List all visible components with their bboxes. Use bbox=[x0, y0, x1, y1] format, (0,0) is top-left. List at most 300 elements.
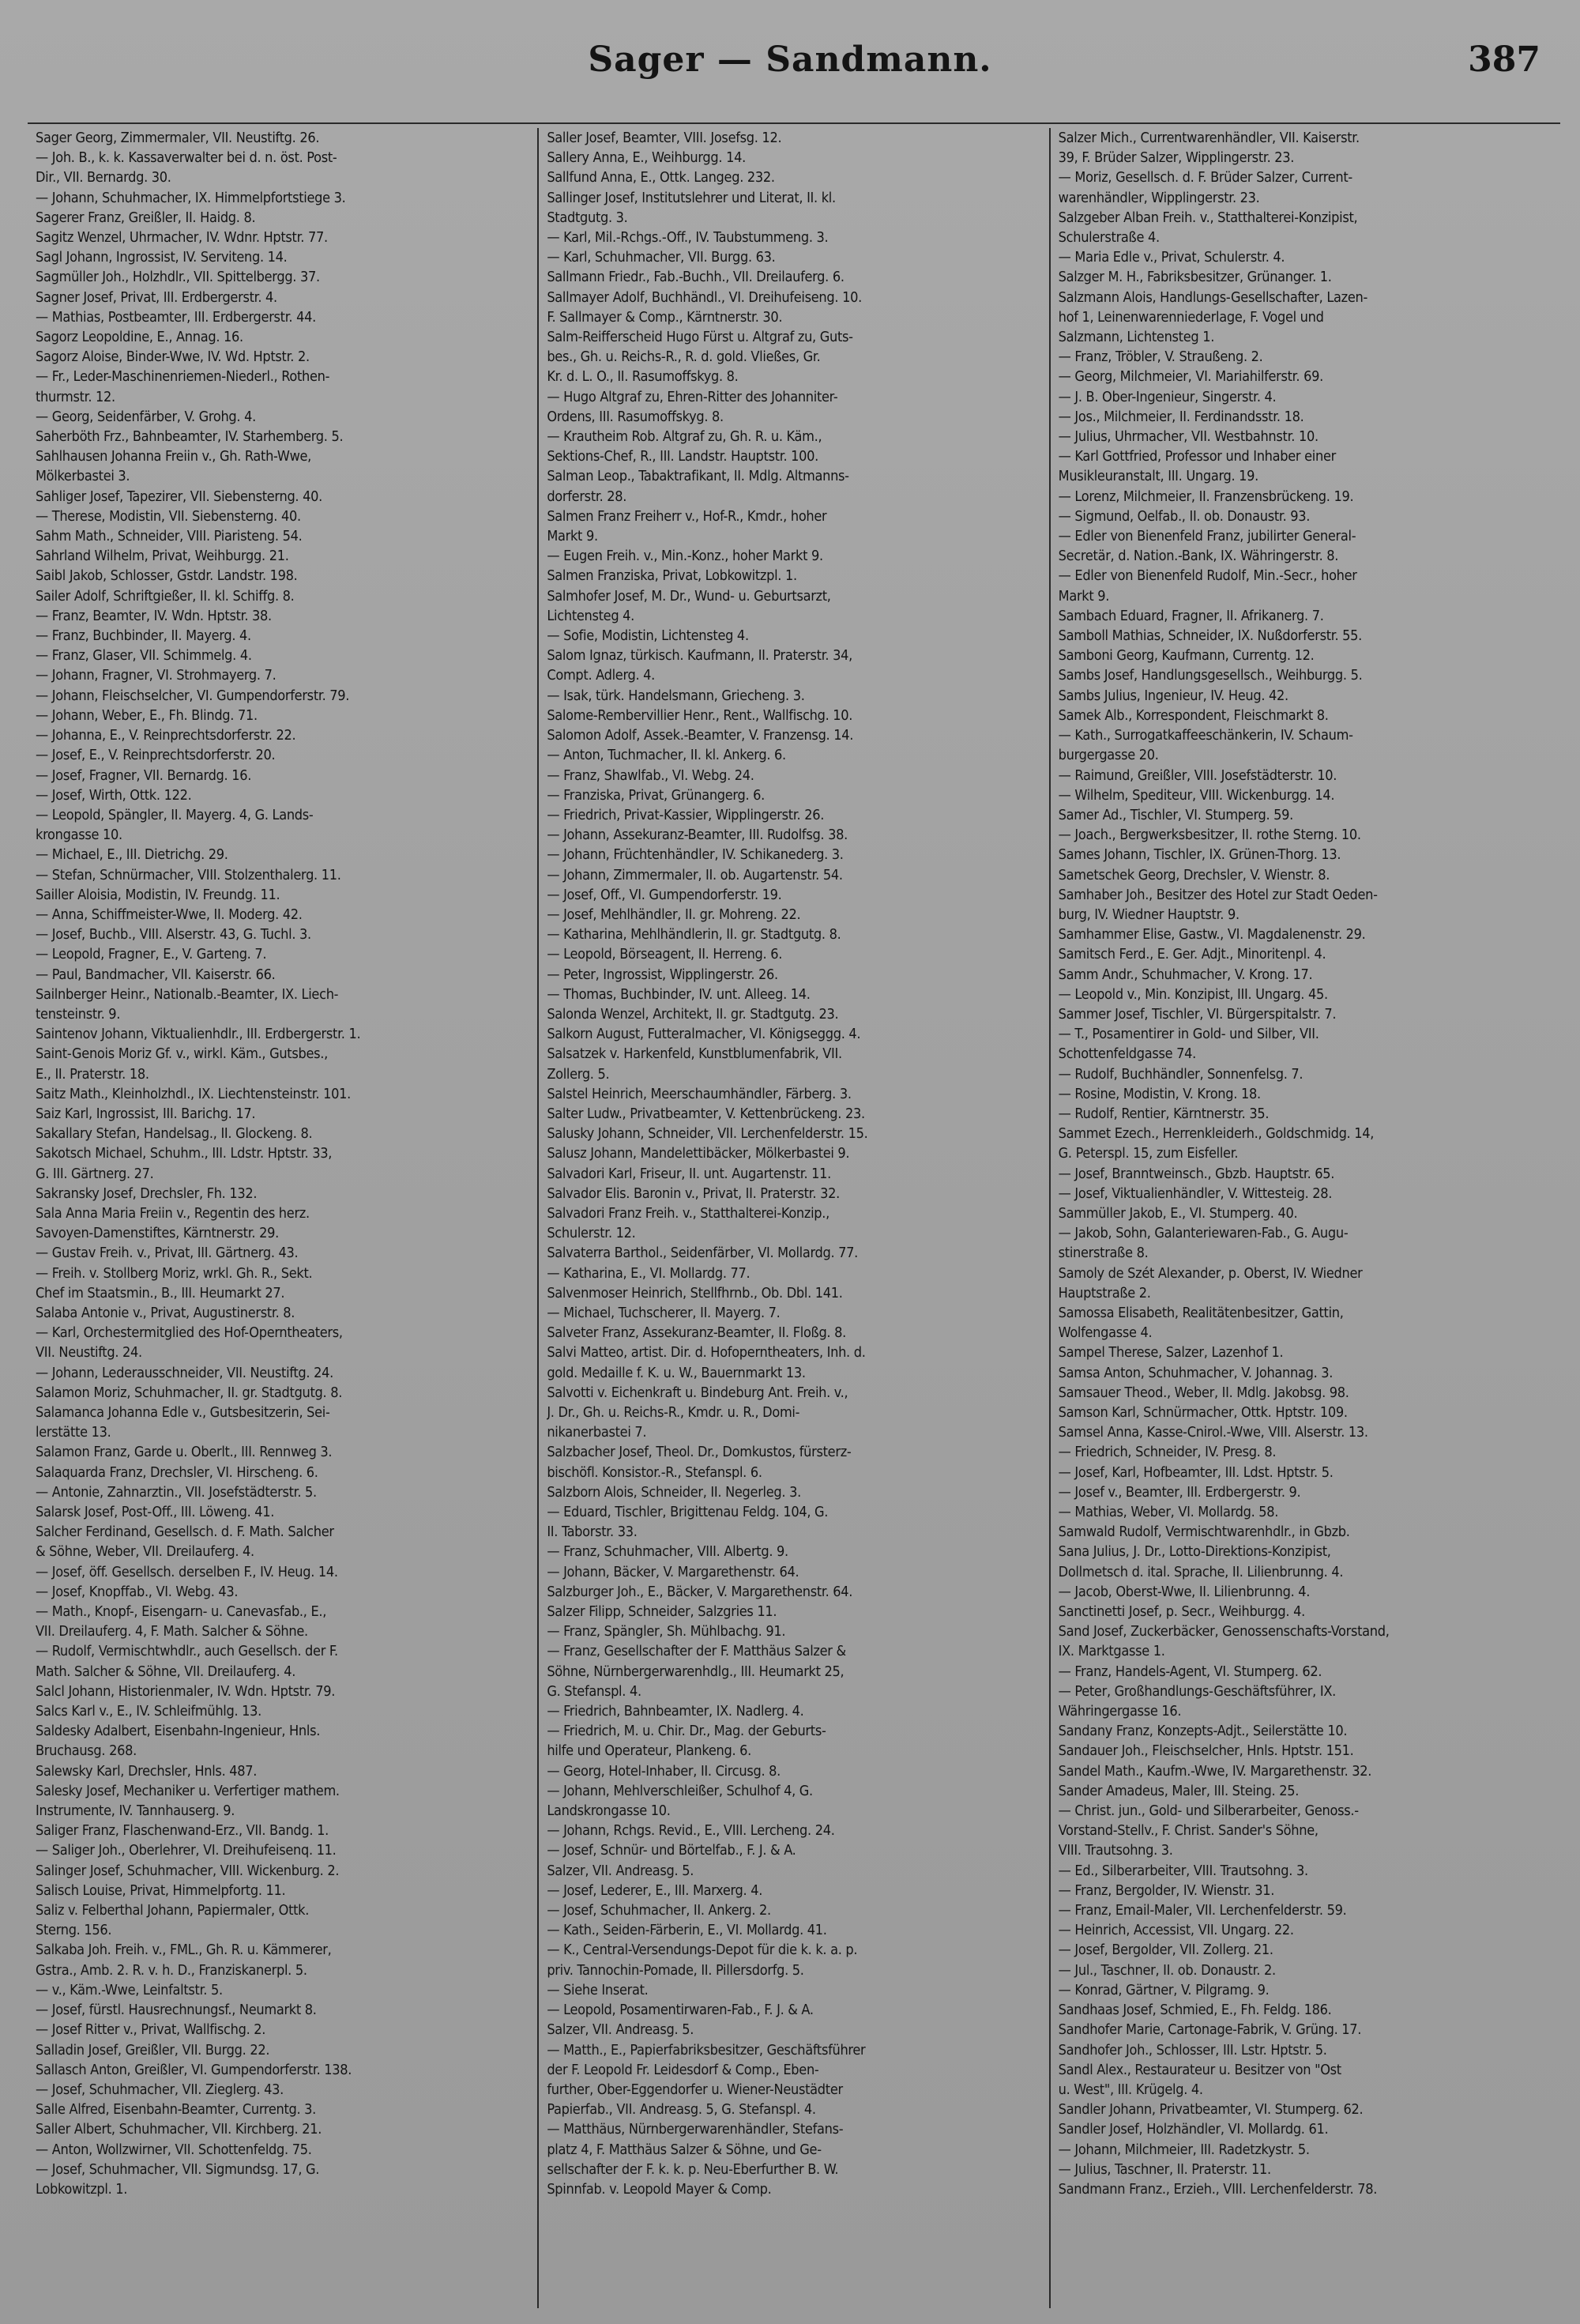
directory-entry: bischöfl. Konsistor.-R., Stefanspl. 6. bbox=[547, 1463, 762, 1481]
directory-entry: Stadtgutg. 3. bbox=[547, 209, 628, 226]
directory-entry: — Franz, Shawlfab., VI. Webg. 24. bbox=[547, 767, 754, 784]
directory-entry: Ordens, III. Rasumoffskyg. 8. bbox=[547, 408, 724, 425]
directory-entry: Lichtensteg 4. bbox=[547, 607, 635, 624]
directory-entry: Sandler Josef, Holzhändler, VI. Mollardg. 61. bbox=[1058, 2121, 1329, 2138]
directory-entry: — Katharina, Mehlhändlerin, II. gr. Stadtgutg. 8. bbox=[547, 926, 841, 944]
directory-entry: — Johann, Früchtenhändler, IV. Schikanederg. 3. bbox=[547, 846, 844, 864]
directory-entry: Saiz Karl, Ingrossist, III. Barichg. 17. bbox=[36, 1105, 256, 1122]
directory-entry: Salmhofer Josef, M. Dr., Wund- u. Geburtsarzt, bbox=[547, 587, 831, 605]
directory-entry: gold. Medaille f. K. u. W., Bauernmarkt 13. bbox=[547, 1364, 806, 1381]
directory-entry: bes., Gh. u. Reichs-R., R. d. gold. Vließes, Gr. bbox=[547, 348, 821, 366]
directory-entry: Sagerer Franz, Greißler, II. Haidg. 8. bbox=[36, 209, 256, 226]
directory-entry: — Kath., Surrogatkaffeeschänkerin, IV. Schaum- bbox=[1058, 727, 1353, 744]
directory-entry: — Raimund, Greißler, VIII. Josefstädterstr. 10. bbox=[1058, 767, 1337, 784]
directory-entry: Salamanca Johanna Edle v., Gutsbesitzerin, Sei- bbox=[36, 1404, 330, 1421]
header-rule bbox=[28, 122, 1560, 124]
directory-entry: — Konrad, Gärtner, V. Pilgramg. 9. bbox=[1058, 1981, 1270, 1998]
directory-entry: Salzer Filipp, Schneider, Salzgries 11. bbox=[547, 1603, 777, 1621]
directory-entry: platz 4, F. Matthäus Salzer & Söhne, und Ge- bbox=[547, 2141, 822, 2158]
directory-entry: — Josef, Karl, Hofbeamter, III. Ldst. Hptstr. 5. bbox=[1058, 1463, 1334, 1481]
directory-entry: Salewsky Karl, Drechsler, Hnls. 487. bbox=[36, 1762, 258, 1780]
directory-entry: Sailer Adolf, Schriftgießer, II. kl. Schiffg. 8. bbox=[36, 587, 295, 605]
directory-entry: J. Dr., Gh. u. Reichs-R., Kmdr. u. R., Domi- bbox=[547, 1404, 800, 1421]
directory-entry: Sana Julius, J. Dr., Lotto-Direktions-Konzipist, bbox=[1058, 1543, 1331, 1561]
directory-entry: Salvadori Franz Freih. v., Statthalterei-Konzip., bbox=[547, 1204, 830, 1222]
directory-entry: II. Taborstr. 33. bbox=[547, 1524, 638, 1541]
directory-entry: Dir., VII. Bernardg. 30. bbox=[36, 169, 171, 186]
directory-entry: Saller Josef, Beamter, VIII. Josefsg. 12. bbox=[547, 130, 782, 146]
directory-entry: Sagmüller Joh., Holzhdlr., VII. Spittelbergg. 37. bbox=[36, 269, 320, 286]
directory-entry: Salaba Antonie v., Privat, Augustinerstr. 8. bbox=[36, 1304, 295, 1321]
directory-entry: Salamon Moriz, Schuhmacher, II. gr. Stadtgutg. 8. bbox=[36, 1384, 343, 1401]
directory-entry: Sagorz Aloise, Binder-Wwe, IV. Wd. Hptstr. 2. bbox=[36, 348, 310, 366]
directory-entry: — Johann, Milchmeier, III. Radetzkystr. 5. bbox=[1058, 2141, 1310, 2158]
directory-entry: Sagitz Wenzel, Uhrmacher, IV. Wdnr. Hptstr. 77. bbox=[36, 229, 328, 247]
directory-entry: Kr. d. L. O., II. Rasumoffskyg. 8. bbox=[547, 368, 739, 386]
directory-entry: Sandhaas Josef, Schmied, E., Fh. Feldg. 186. bbox=[1058, 2002, 1332, 2019]
directory-entry: — Josef, Knopffab., VI. Webg. 43. bbox=[36, 1583, 239, 1600]
directory-entry: — Karl Gottfried, Professor und Inhaber einer bbox=[1058, 448, 1336, 465]
directory-entry: — Johann, Fleischselcher, VI. Gumpendorferstr. 79. bbox=[36, 687, 350, 704]
column-right bbox=[1051, 128, 1560, 2308]
directory-entry: Salaquarda Franz, Drechsler, VI. Hirscheng. 6. bbox=[36, 1463, 318, 1481]
directory-entry: — Krautheim Rob. Altgraf zu, Gh. R. u. Käm., bbox=[547, 428, 822, 446]
directory-entry: — Wilhelm, Spediteur, VIII. Wickenburgg. 14. bbox=[1058, 786, 1335, 804]
directory-entry: Salisch Louise, Privat, Himmelpfortg. 11. bbox=[36, 1881, 286, 1899]
directory-entry: — Sofie, Modistin, Lichtensteg 4. bbox=[547, 627, 749, 645]
directory-entry: Sambach Eduard, Fragner, II. Afrikanerg. 7. bbox=[1058, 607, 1324, 624]
directory-entry: Salvi Matteo, artist. Dir. d. Hofoperntheaters, Inh. d. bbox=[547, 1344, 866, 1362]
directory-entry: Saherböth Frz., Bahnbeamter, IV. Starhemberg. 5. bbox=[36, 428, 344, 446]
directory-entry: E., II. Praterstr. 18. bbox=[36, 1065, 149, 1083]
directory-entry: Salcher Ferdinand, Gesellsch. d. F. Math. Salcher bbox=[36, 1524, 334, 1541]
directory-entry: Sames Johann, Tischler, IX. Grünen-Thorg. 13. bbox=[1058, 846, 1341, 864]
directory-entry: krongasse 10. bbox=[36, 827, 122, 844]
column-left bbox=[28, 128, 539, 2308]
directory-entry: — Josef, Schuhmacher, II. Ankerg. 2. bbox=[547, 1902, 771, 1919]
page-header bbox=[32, 40, 1548, 95]
directory-entry: burgergasse 20. bbox=[1058, 747, 1159, 764]
directory-entry: Salman Leop., Tabaktrafikant, II. Mdlg. Altmanns- bbox=[547, 468, 849, 485]
directory-entry: Bruchausg. 268. bbox=[36, 1742, 137, 1760]
directory-entry: Landskrongasse 10. bbox=[547, 1802, 671, 1820]
directory-entry: — Freih. v. Stollberg Moriz, wrkl. Gh. R., Sekt. bbox=[36, 1264, 313, 1282]
directory-entry: — Leopold, Börseagent, II. Herreng. 6. bbox=[547, 946, 783, 963]
directory-entry: VIII. Trautsohng. 3. bbox=[1058, 1842, 1173, 1859]
directory-entry: — Leopold, Posamentirwaren-Fab., F. J. & A. bbox=[547, 2002, 814, 2019]
directory-entry: Sallmann Friedr., Fab.-Buchh., VII. Dreilauferg. 6. bbox=[547, 269, 845, 286]
directory-entry: Salsatzek v. Harkenfeld, Kunstblumenfabrik, VII. bbox=[547, 1045, 842, 1063]
directory-entry: — Rudolf, Vermischtwhdlr., auch Gesellsch. der F. bbox=[36, 1643, 338, 1660]
directory-entry: — Josef, fürstl. Hausrechnungsf., Neumarkt 8. bbox=[36, 2002, 317, 2019]
directory-entry: Sammet Ezech., Herrenkleiderh., Goldschmidg. 14, bbox=[1058, 1125, 1375, 1143]
directory-entry: hof 1, Leinenwarenniederlage, F. Vogel und bbox=[1058, 308, 1324, 326]
directory-entry: — Franz, Handels-Agent, VI. Stumperg. 62. bbox=[1058, 1663, 1322, 1680]
directory-entry: — Karl, Schuhmacher, VII. Burgg. 63. bbox=[547, 249, 776, 266]
directory-entry: — Friedrich, Privat-Kassier, Wipplingerstr. 26. bbox=[547, 806, 825, 823]
directory-entry: — Leopold, Fragner, E., V. Garteng. 7. bbox=[36, 946, 267, 963]
directory-entry: — K., Central-Versendungs-Depot für die k. k. a. p. bbox=[547, 1942, 858, 1959]
directory-entry: Sandl Alex., Restaurateur u. Besitzer von "Ost bbox=[1058, 2061, 1341, 2078]
directory-entry: Schulerstr. 12. bbox=[547, 1225, 636, 1242]
directory-entry: — Sigmund, Oelfab., II. ob. Donaustr. 93. bbox=[1058, 507, 1311, 525]
directory-entry: Sahm Math., Schneider, VIII. Piaristeng. 54. bbox=[36, 528, 303, 545]
directory-entry: Vorstand-Stellv., F. Christ. Sander's Söhne, bbox=[1058, 1822, 1319, 1840]
directory-entry: — Josef, E., V. Reinprechtsdorferstr. 20. bbox=[36, 747, 276, 764]
directory-entry: Salladin Josef, Greißler, VII. Burgg. 22. bbox=[36, 2041, 270, 2058]
directory-entry: — Josef, öff. Gesellsch. derselben F., IV. Heug. 14. bbox=[36, 1563, 338, 1580]
directory-entry: Salzmann, Lichtensteg 1. bbox=[1058, 329, 1215, 346]
directory-entry: — Michael, Tuchscherer, II. Mayerg. 7. bbox=[547, 1304, 781, 1321]
directory-entry: — Rosine, Modistin, V. Krong. 18. bbox=[1058, 1085, 1261, 1102]
directory-entry: Salome-Rembervillier Henr., Rent., Wallfischg. 10. bbox=[547, 706, 853, 724]
directory-entry: Samson Karl, Schnürmacher, Ottk. Hptstr. 109. bbox=[1058, 1404, 1348, 1421]
directory-entry: — Therese, Modistin, VII. Siebensterng. 40. bbox=[36, 507, 301, 525]
directory-entry: — Rudolf, Rentier, Kärntnerstr. 35. bbox=[1058, 1105, 1270, 1122]
directory-entry: G. Peterspl. 15, zum Eisfeller. bbox=[1058, 1145, 1239, 1162]
directory-entry: — Franz, Email-Maler, VII. Lerchenfelderstr. 59. bbox=[1058, 1902, 1347, 1919]
directory-entry: der F. Leopold Fr. Leidesdorf & Comp., Eben- bbox=[547, 2061, 819, 2078]
directory-entry: Papierfab., VII. Andreasg. 5, G. Stefanspl. 4. bbox=[547, 2101, 816, 2119]
directory-entry: stinerstraße 8. bbox=[1058, 1245, 1149, 1262]
directory-entry: Salter Ludw., Privatbeamter, V. Kettenbrückeng. 23. bbox=[547, 1105, 865, 1122]
directory-entry: — Math., Knopf-, Eisengarn- u. Canevasfab., E., bbox=[36, 1603, 327, 1621]
directory-entry: — Friedrich, Schneider, IV. Presg. 8. bbox=[1058, 1444, 1277, 1461]
directory-entry: burg, IV. Wiedner Hauptstr. 9. bbox=[1058, 906, 1240, 923]
directory-entry: Salzger M. H., Fabriksbesitzer, Grünanger. 1. bbox=[1058, 269, 1332, 286]
directory-entry: Samm Andr., Schuhmacher, V. Krong. 17. bbox=[1058, 966, 1313, 983]
directory-entry: G. Stefanspl. 4. bbox=[547, 1682, 641, 1700]
directory-entry: Samhammer Elise, Gastw., VI. Magdalenenstr. 29. bbox=[1058, 926, 1366, 944]
directory-entry: VII. Neustiftg. 24. bbox=[36, 1344, 142, 1362]
directory-entry: Sakallary Stefan, Handelsag., II. Glockeng. 8. bbox=[36, 1125, 313, 1143]
directory-entry: Sektions-Chef, R., III. Landstr. Hauptstr. 100. bbox=[547, 448, 818, 465]
directory-entry: Sandel Math., Kaufm.-Wwe, IV. Margarethenstr. 32. bbox=[1058, 1762, 1372, 1780]
directory-entry: priv. Tannochin-Pomade, II. Pillersdorfg. 5. bbox=[547, 1961, 804, 1979]
directory-entry: Saibl Jakob, Schlosser, Gstdr. Landstr. 198. bbox=[36, 567, 298, 585]
directory-entry: — Antonie, Zahnarztin., VII. Josefstädterstr. 5. bbox=[36, 1483, 317, 1501]
directory-entry: Dollmetsch d. ital. Sprache, II. Lilienbrunng. 4. bbox=[1058, 1563, 1344, 1580]
directory-entry: — Franz, Buchbinder, II. Mayerg. 4. bbox=[36, 627, 251, 645]
directory-entry: Sallmayer Adolf, Buchhändl., VI. Dreihufeiseng. 10. bbox=[547, 288, 862, 306]
directory-entry: Markt 9. bbox=[1058, 587, 1110, 605]
directory-entry: Lobkowitzpl. 1. bbox=[36, 2180, 128, 2198]
directory-entry: Samboll Mathias, Schneider, IX. Nußdorferstr. 55. bbox=[1058, 627, 1362, 645]
directory-entry: — Gustav Freih. v., Privat, III. Gärtnerg. 43. bbox=[36, 1245, 299, 1262]
directory-entry: Salzer Mich., Currentwarenhändler, VII. Kaiserstr. bbox=[1058, 130, 1360, 146]
directory-entry: Gstra., Amb. 2. R. v. h. D., Franziskanerpl. 5. bbox=[36, 1961, 307, 1979]
directory-entry: Salomon Adolf, Assek.-Beamter, V. Franzensg. 14. bbox=[547, 727, 854, 744]
directory-entry: — Josef, Viktualienhändler, V. Wittesteig. 28. bbox=[1058, 1185, 1333, 1202]
directory-entry: — Peter, Großhandlungs-Geschäftsführer, IX. bbox=[1058, 1682, 1336, 1700]
directory-entry: Währingergasse 16. bbox=[1058, 1703, 1182, 1720]
directory-entry: VII. Dreilauferg. 4, F. Math. Salcher & Söhne. bbox=[36, 1623, 308, 1640]
directory-entry: Math. Salcher & Söhne, VII. Dreilauferg. 4. bbox=[36, 1663, 296, 1680]
directory-entry: — Eduard, Tischler, Brigittenau Feldg. 104, G. bbox=[547, 1504, 829, 1521]
directory-entry: — Anton, Wollzwirner, VII. Schottenfeldg. 75. bbox=[36, 2141, 312, 2158]
directory-entry: Saliger Franz, Flaschenwand-Erz., VII. Bandg. 1. bbox=[36, 1822, 329, 1840]
directory-entry: Sandauer Joh., Fleischselcher, Hnls. Hptstr. 151. bbox=[1058, 1742, 1354, 1760]
directory-entry: Salkorn August, Futteralmacher, VI. Königseggg. 4. bbox=[547, 1026, 861, 1043]
directory-entry: Sagner Josef, Privat, III. Erdbergerstr. 4. bbox=[36, 288, 277, 306]
directory-entry: Sahrland Wilhelm, Privat, Weihburgg. 21. bbox=[36, 548, 289, 565]
directory-entry: — Ed., Silberarbeiter, VIII. Trautsohng. 3. bbox=[1058, 1862, 1308, 1879]
directory-entry: — Georg, Seidenfärber, V. Grohg. 4. bbox=[36, 408, 256, 425]
directory-entry: Samoly de Szét Alexander, p. Oberst, IV. Wiedner bbox=[1058, 1264, 1363, 1282]
page-number: 387 bbox=[1468, 40, 1540, 80]
directory-entry: Wolfengasse 4. bbox=[1058, 1324, 1153, 1342]
directory-entry: Sallinger Josef, Institutslehrer und Literat, II. kl. bbox=[547, 189, 836, 206]
directory-entry: — Edler von Bienenfeld Rudolf, Min.-Secr., hoher bbox=[1058, 567, 1357, 585]
directory-entry: Salvador Elis. Baronin v., Privat, II. Praterstr. 32. bbox=[547, 1185, 840, 1202]
directory-entry: — Jos., Milchmeier, II. Ferdinandsstr. 18. bbox=[1058, 408, 1304, 425]
directory-entry: — Stefan, Schnürmacher, VIII. Stolzenthalerg. 11. bbox=[36, 866, 341, 883]
directory-entry: Sallery Anna, E., Weihburgg. 14. bbox=[547, 149, 746, 167]
directory-entry: — Josef, Schuhmacher, VII. Zieglerg. 43. bbox=[36, 2081, 284, 2098]
directory-entry: — Karl, Orchestermitglied des Hof-Operntheaters, bbox=[36, 1324, 343, 1342]
directory-entry: — Thomas, Buchbinder, IV. unt. Alleeg. 14. bbox=[547, 985, 811, 1003]
directory-entry: Salzburger Joh., E., Bäcker, V. Margarethenstr. 64. bbox=[547, 1583, 853, 1600]
directory-entry: Salzgeber Alban Freih. v., Statthalterei-Konzipist, bbox=[1058, 209, 1358, 226]
directory-entry: Sallfund Anna, E., Ottk. Langeg. 232. bbox=[547, 169, 775, 186]
directory-entry: — Johann, Bäcker, V. Margarethenstr. 64. bbox=[547, 1563, 799, 1580]
directory-entry: Sambs Julius, Ingenieur, IV. Heug. 42. bbox=[1058, 687, 1288, 704]
directory-entry: — Matth., E., Papierfabriksbesitzer, Geschäftsführer bbox=[547, 2041, 866, 2058]
directory-entry: Sahliger Josef, Tapezirer, VII. Siebensterng. 40. bbox=[36, 488, 322, 505]
directory-entry: Sailler Aloisia, Modistin, IV. Freundg. 11. bbox=[36, 886, 280, 903]
directory-entry: Sterng. 156. bbox=[36, 1922, 112, 1939]
directory-entry: — Franz, Bergolder, IV. Wienstr. 31. bbox=[1058, 1881, 1275, 1899]
directory-entry: — Johann, Zimmermaler, II. ob. Augartenstr. 54. bbox=[547, 866, 843, 883]
directory-entry: Salstel Heinrich, Meerschaumhändler, Färberg. 3. bbox=[547, 1085, 852, 1102]
directory-entry: — Franz, Tröbler, V. Straußeng. 2. bbox=[1058, 348, 1263, 366]
directory-entry: Salvenmoser Heinrich, Stellfhrnb., Ob. Dbl. 141. bbox=[547, 1284, 843, 1301]
directory-entry: — Paul, Bandmacher, VII. Kaiserstr. 66. bbox=[36, 966, 276, 983]
directory-entry: Salom Ignaz, türkisch. Kaufmann, II. Praterstr. 34, bbox=[547, 647, 852, 665]
directory-entry: — Johann, Weber, E., Fh. Blindg. 71. bbox=[36, 706, 258, 724]
directory-entry: — T., Posamentirer in Gold- und Silber, VII. bbox=[1058, 1026, 1319, 1043]
directory-entry: — Heinrich, Accessist, VII. Ungarg. 22. bbox=[1058, 1922, 1294, 1939]
directory-entry: Salvadori Karl, Friseur, II. unt. Augartenstr. 11. bbox=[547, 1165, 832, 1182]
directory-entry: — Kath., Seiden-Färberin, E., VI. Mollardg. 41. bbox=[547, 1922, 827, 1939]
directory-entry: Salarsk Josef, Post-Off., III. Löweng. 41. bbox=[36, 1504, 275, 1521]
directory-entry: Salesky Josef, Mechaniker u. Verfertiger mathem. bbox=[36, 1782, 340, 1799]
directory-entry: — Josef Ritter v., Privat, Wallfischg. 2. bbox=[36, 2021, 266, 2039]
directory-entry: — Josef v., Beamter, III. Erdbergerstr. 9. bbox=[1058, 1483, 1301, 1501]
directory-entry: — Johann, Fragner, VI. Strohmayerg. 7. bbox=[36, 667, 276, 684]
directory-entry: — Franziska, Privat, Grünangerg. 6. bbox=[547, 786, 765, 804]
directory-entry: F. Sallmayer & Comp., Kärntnerstr. 30. bbox=[547, 308, 783, 326]
directory-entry: — Julius, Uhrmacher, VII. Westbahnstr. 10. bbox=[1058, 428, 1319, 446]
directory-entry: Sammüller Jakob, E., VI. Stumperg. 40. bbox=[1058, 1204, 1298, 1222]
directory-entry: — Katharina, E., VI. Mollardg. 77. bbox=[547, 1264, 750, 1282]
directory-entry: hilfe und Operateur, Plankeng. 6. bbox=[547, 1742, 751, 1760]
directory-entry: Sakotsch Michael, Schuhm., III. Ldstr. Hptstr. 33, bbox=[36, 1145, 333, 1162]
directory-entry: Sanctinetti Josef, p. Secr., Weihburgg. 4. bbox=[1058, 1603, 1305, 1621]
directory-entry: Samboni Georg, Kaufmann, Currentg. 12. bbox=[1058, 647, 1315, 665]
directory-entry: Salmen Franz Freiherr v., Hof-R., Kmdr., hoher bbox=[547, 507, 827, 525]
directory-entry: thurmstr. 12. bbox=[36, 388, 115, 405]
directory-entry: Salzer, VII. Andreasg. 5. bbox=[547, 1862, 694, 1879]
directory-entry: — Edler von Bienenfeld Franz, jubilirter General- bbox=[1058, 528, 1356, 545]
directory-entry: nikanerbastei 7. bbox=[547, 1424, 647, 1441]
directory-entry: — Georg, Milchmeier, VI. Mariahilferstr. 69. bbox=[1058, 368, 1323, 386]
directory-entry: — Josef, Wirth, Ottk. 122. bbox=[36, 786, 192, 804]
directory-entry: further, Ober-Eggendorfer u. Wiener-Neustädter bbox=[547, 2081, 843, 2098]
directory-entry: Sagl Johann, Ingrossist, IV. Serviteng. 14. bbox=[36, 249, 288, 266]
directory-entry: Saitz Math., Kleinholzhdl., IX. Liechtensteinstr. 101. bbox=[36, 1085, 351, 1102]
directory-entry: — Isak, türk. Handelsmann, Griecheng. 3. bbox=[547, 687, 805, 704]
directory-entry: — Franz, Glaser, VII. Schimmelg. 4. bbox=[36, 647, 252, 665]
directory-entry: Salkaba Joh. Freih. v., FML., Gh. R. u. Kämmerer, bbox=[36, 1942, 332, 1959]
directory-entry: Schulerstraße 4. bbox=[1058, 229, 1160, 247]
directory-entry: Salzbacher Josef, Theol. Dr., Domkustos, fürsterz- bbox=[547, 1444, 852, 1461]
directory-entry: Sander Amadeus, Maler, III. Steing. 25. bbox=[1058, 1782, 1300, 1799]
directory-entry: Salm-Reifferscheid Hugo Fürst u. Altgraf zu, Guts- bbox=[547, 329, 853, 346]
directory-entry: Sandler Johann, Privatbeamter, VI. Stumperg. 62. bbox=[1058, 2101, 1364, 2119]
directory-entry: Samsa Anton, Schuhmacher, V. Johannag. 3. bbox=[1058, 1364, 1334, 1381]
directory-entry: — Georg, Hotel-Inhaber, II. Circusg. 8. bbox=[547, 1762, 781, 1780]
directory-entry: — v., Käm.-Wwe, Leinfaltstr. 5. bbox=[36, 1981, 223, 1998]
directory-entry: Samek Alb., Korrespondent, Fleischmarkt 8. bbox=[1058, 706, 1329, 724]
directory-entry: Salzborn Alois, Schneider, II. Negerleg. 3. bbox=[547, 1483, 801, 1501]
directory-entry: & Söhne, Weber, VII. Dreilauferg. 4. bbox=[36, 1543, 254, 1561]
directory-entry: — Eugen Freih. v., Min.-Konz., hoher Markt 9. bbox=[547, 548, 823, 565]
directory-entry: Salmen Franziska, Privat, Lobkowitzpl. 1. bbox=[547, 567, 797, 585]
directory-entry: — Anton, Tuchmacher, II. kl. Ankerg. 6. bbox=[547, 747, 786, 764]
directory-entry: Sandany Franz, Konzepts-Adjt., Seilerstätte 10. bbox=[1058, 1723, 1348, 1740]
directory-entry: — Jacob, Oberst-Wwe, II. Lilienbrunng. 4. bbox=[1058, 1583, 1311, 1600]
directory-entry: Salcs Karl v., E., IV. Schleifmühlg. 13. bbox=[36, 1703, 262, 1720]
directory-entry: — Johanna, E., V. Reinprechtsdorferstr. 22. bbox=[36, 727, 296, 744]
directory-entry: — Matthäus, Nürnbergerwarenhändler, Stefans- bbox=[547, 2121, 844, 2138]
directory-entry: Samsel Anna, Kasse-Cnirol.-Wwe, VIII. Alserstr. 13. bbox=[1058, 1424, 1368, 1441]
directory-entry: Sager Georg, Zimmermaler, VII. Neustiftg. 26. bbox=[36, 130, 320, 146]
directory-entry: Samer Ad., Tischler, VI. Stumperg. 59. bbox=[1058, 806, 1294, 823]
directory-entry: Sailnberger Heinr., Nationalb.-Beamter, IX. Liech- bbox=[36, 985, 339, 1003]
directory-entry: Sahlhausen Johanna Freiin v., Gh. Rath-Wwe, bbox=[36, 448, 312, 465]
directory-entry: — Johann, Mehlverschleißer, Schulhof 4, G. bbox=[547, 1782, 813, 1799]
directory-entry: — Joh. B., k. k. Kassaverwalter bei d. n. öst. Post- bbox=[36, 149, 337, 167]
directory-entry: Samhaber Joh., Besitzer des Hotel zur Stadt Oeden- bbox=[1058, 886, 1378, 903]
directory-entry: — Christ. jun., Gold- und Silberarbeiter, Genoss.- bbox=[1058, 1802, 1359, 1820]
directory-entry: Secretär, d. Nation.-Bank, IX. Währingerstr. 8. bbox=[1058, 548, 1339, 565]
directory-entry: — J. B. Ober-Ingenieur, Singerstr. 4. bbox=[1058, 388, 1277, 405]
directory-entry: lerstätte 13. bbox=[36, 1424, 111, 1441]
directory-entry: Salzmann Alois, Handlungs-Gesellschafter, Lazen- bbox=[1058, 288, 1368, 306]
directory-entry: Salvaterra Barthol., Seidenfärber, VI. Mollardg. 77. bbox=[547, 1245, 859, 1262]
directory-entry: — Saliger Joh., Oberlehrer, VI. Dreihufeisenq. 11. bbox=[36, 1842, 337, 1859]
directory-entry: Savoyen-Damenstiftes, Kärntnerstr. 29. bbox=[36, 1225, 279, 1242]
directory-entry: Samwald Rudolf, Vermischtwarenhdlr., in Gbzb. bbox=[1058, 1524, 1350, 1541]
directory-entry: — Leopold v., Min. Konzipist, III. Ungarg. 45. bbox=[1058, 985, 1328, 1003]
directory-entry: Salinger Josef, Schuhmacher, VIII. Wickenburg. 2. bbox=[36, 1862, 340, 1879]
directory-entry: — Rudolf, Buchhändler, Sonnenfelsg. 7. bbox=[1058, 1065, 1304, 1083]
directory-entry: Zollerg. 5. bbox=[547, 1065, 610, 1083]
directory-entry: Salcl Johann, Historienmaler, IV. Wdn. Hptstr. 79. bbox=[36, 1682, 336, 1700]
directory-entry: IX. Marktgasse 1. bbox=[1058, 1643, 1165, 1660]
directory-entry: — Johann, Schuhmacher, IX. Himmelpfortstiege 3. bbox=[36, 189, 346, 206]
directory-entry: Sand Josef, Zuckerbäcker, Genossenschafts-Vorstand, bbox=[1058, 1623, 1390, 1640]
directory-entry: tensteinstr. 9. bbox=[36, 1005, 121, 1023]
directory-entry: Saintenov Johann, Viktualienhdlr., III. Erdbergerstr. 1. bbox=[36, 1026, 361, 1043]
directory-entry: Samossa Elisabeth, Realitätenbesitzer, Gattin, bbox=[1058, 1304, 1344, 1321]
directory-entry: Salvotti v. Eichenkraft u. Bindeburg Ant. Freih. v., bbox=[547, 1384, 848, 1401]
directory-entry: Compt. Adlerg. 4. bbox=[547, 667, 655, 684]
directory-entry: — Josef, Branntweinsch., Gbzb. Hauptstr. 65. bbox=[1058, 1165, 1335, 1182]
directory-entry: Samitsch Ferd., E. Ger. Adjt., Minoritenpl. 4. bbox=[1058, 946, 1326, 963]
directory-entry: Sammer Josef, Tischler, VI. Bürgerspitalstr. 7. bbox=[1058, 1005, 1337, 1023]
directory-entry: Schottenfeldgasse 74. bbox=[1058, 1045, 1197, 1063]
directory-entry: — Joach., Bergwerksbesitzer, II. rothe Sterng. 10. bbox=[1058, 827, 1361, 844]
directory-entry: warenhändler, Wipplingerstr. 23. bbox=[1058, 189, 1260, 206]
directory-entry: Sala Anna Maria Freiin v., Regentin des herz. bbox=[36, 1204, 310, 1222]
directory-entry: — Maria Edle v., Privat, Schulerstr. 4. bbox=[1058, 249, 1285, 266]
directory-entry: Mölkerbastei 3. bbox=[36, 468, 130, 485]
directory-entry: — Josef, Schnür- und Börtelfab., F. J. & A. bbox=[547, 1842, 796, 1859]
directory-entry: — Julius, Taschner, II. Praterstr. 11. bbox=[1058, 2160, 1271, 2178]
directory-entry: — Lorenz, Milchmeier, II. Franzensbrückeng. 19. bbox=[1058, 488, 1354, 505]
directory-entry: — Franz, Schuhmacher, VIII. Albertg. 9. bbox=[547, 1543, 788, 1561]
directory-entry: Chef im Staatsmin., B., III. Heumarkt 27. bbox=[36, 1284, 285, 1301]
directory-entry: — Michael, E., III. Dietrichg. 29. bbox=[36, 846, 228, 864]
directory-entry: — Peter, Ingrossist, Wipplingerstr. 26. bbox=[547, 966, 778, 983]
directory-entry: Spinnfab. v. Leopold Mayer & Comp. bbox=[547, 2180, 772, 2198]
directory-entry: — Fr., Leder-Maschinenriemen-Niederl., Rothen- bbox=[36, 368, 330, 386]
directory-entry: Saller Albert, Schuhmacher, VII. Kirchberg. 21. bbox=[36, 2121, 322, 2138]
directory-entry: — Josef, Buchb., VIII. Alserstr. 43, G. Tuchl. 3. bbox=[36, 926, 311, 944]
directory-entry: — Josef, Fragner, VII. Bernardg. 16. bbox=[36, 767, 252, 784]
directory-entry: — Anna, Schiffmeister-Wwe, II. Moderg. 42. bbox=[36, 906, 303, 923]
directory-entry: — Leopold, Spängler, II. Mayerg. 4, G. Lands- bbox=[36, 806, 314, 823]
directory-entry: — Jul., Taschner, II. ob. Donaustr. 2. bbox=[1058, 1961, 1276, 1979]
directory-entry: Hauptstraße 2. bbox=[1058, 1284, 1151, 1301]
directory-entry: — Hugo Altgraf zu, Ehren-Ritter des Johanniter- bbox=[547, 388, 838, 405]
directory-entry: — Karl, Mil.-Rchgs.-Off., IV. Taubstummeng. 3. bbox=[547, 229, 829, 247]
directory-entry: Sampel Therese, Salzer, Lazenhof 1. bbox=[1058, 1344, 1284, 1362]
directory-entry: — Josef, Off., VI. Gumpendorferstr. 19. bbox=[547, 886, 782, 903]
directory-entry: — Franz, Spängler, Sh. Mühlbachg. 91. bbox=[547, 1623, 786, 1640]
directory-entry: — Friedrich, Bahnbeamter, IX. Nadlerg. 4. bbox=[547, 1703, 804, 1720]
directory-entry: — Josef, Schuhmacher, VII. Sigmundsg. 17, G. bbox=[36, 2160, 320, 2178]
directory-entry: Samsauer Theod., Weber, II. Mdlg. Jakobsg. 98. bbox=[1058, 1384, 1349, 1401]
directory-entry: Sametschek Georg, Drechsler, V. Wienstr. 8. bbox=[1058, 866, 1330, 883]
directory-entry: Söhne, Nürnbergerwarenhdlg., III. Heumarkt 25, bbox=[547, 1663, 845, 1680]
directory-entry: — Franz, Gesellschafter der F. Matthäus Salzer & bbox=[547, 1643, 846, 1660]
directory-entry: — Johann, Lederausschneider, VII. Neustiftg. 24. bbox=[36, 1364, 333, 1381]
directory-entry: Salusz Johann, Mandelettibäcker, Mölkerbastei 9. bbox=[547, 1145, 850, 1162]
directory-entry: dorferstr. 28. bbox=[547, 488, 627, 505]
directory-entry: Saliz v. Felberthal Johann, Papiermaler, Ottk. bbox=[36, 1902, 310, 1919]
directory-entry: Saint-Genois Moriz Gf. v., wirkl. Käm., Gutsbes., bbox=[36, 1045, 328, 1063]
directory-entry: Sagorz Leopoldine, E., Annag. 16. bbox=[36, 329, 243, 346]
directory-entry: Salamon Franz, Garde u. Oberlt., III. Rennweg 3. bbox=[36, 1444, 333, 1461]
directory-entry: Salonda Wenzel, Architekt, II. gr. Stadtgutg. 23. bbox=[547, 1005, 839, 1023]
directory-entry: Sandhofer Marie, Cartonage-Fabrik, V. Grüng. 17. bbox=[1058, 2021, 1362, 2039]
directory-entry: Musikleuranstalt, III. Ungarg. 19. bbox=[1058, 468, 1258, 485]
directory-entry: Sandmann Franz., Erzieh., VIII. Lerchenfelderstr. 78. bbox=[1058, 2180, 1378, 2198]
directory-entry: u. West", III. Krügelg. 4. bbox=[1058, 2081, 1203, 2098]
directory-entry: Markt 9. bbox=[547, 528, 598, 545]
directory-entry: — Mathias, Postbeamter, III. Erdbergerstr. 44. bbox=[36, 308, 316, 326]
directory-entry: 39, F. Brüder Salzer, Wipplingerstr. 23. bbox=[1058, 149, 1295, 167]
directory-entry: — Friedrich, M. u. Chir. Dr., Mag. der Geburts- bbox=[547, 1723, 826, 1740]
directory-entry: Sandhofer Joh., Schlosser, III. Lstr. Hptstr. 5. bbox=[1058, 2041, 1327, 2058]
directory-entry: Salzer, VII. Andreasg. 5. bbox=[547, 2021, 694, 2039]
directory-entry: Sakransky Josef, Drechsler, Fh. 132. bbox=[36, 1185, 258, 1202]
directory-entry: Salle Alfred, Eisenbahn-Beamter, Currentg. 3. bbox=[36, 2101, 316, 2119]
directory-entry: — Jakob, Sohn, Galanteriewaren-Fab., G. Augu- bbox=[1058, 1225, 1349, 1242]
